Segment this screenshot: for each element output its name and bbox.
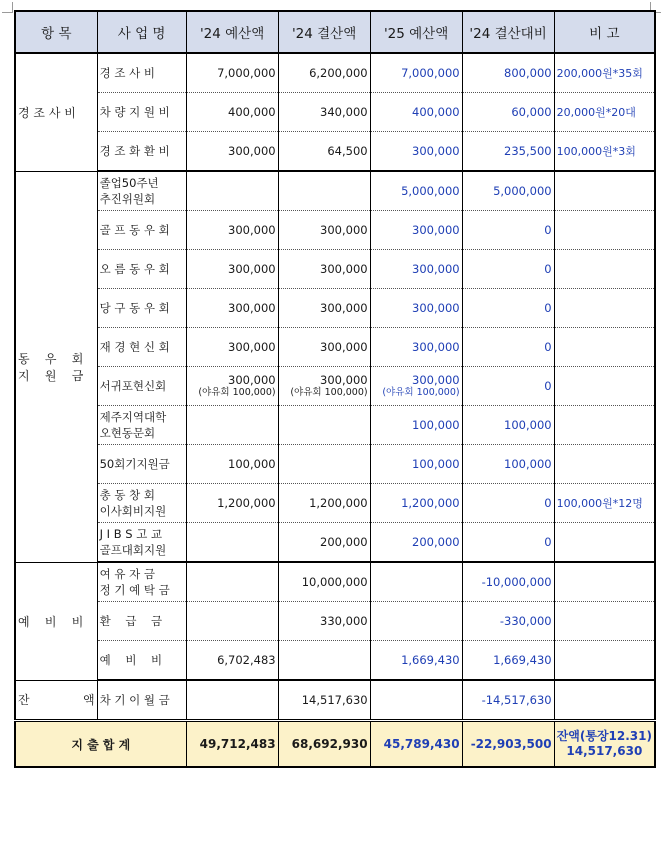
note-cell	[554, 680, 655, 721]
settlement-24-cell	[278, 367, 370, 406]
settlement-24-cell: 64,500	[278, 132, 370, 172]
diff-cell: 0	[462, 328, 554, 367]
total-settlement-24: 68,692,930	[278, 721, 370, 768]
item-line: 졸업50주년	[99, 176, 159, 190]
budget-table	[14, 10, 656, 768]
settlement-24-cell: 6,200,000	[278, 53, 370, 93]
budget-24-cell	[186, 523, 278, 563]
note-cell	[554, 562, 655, 602]
diff-cell: -10,000,000	[462, 562, 554, 602]
total-note-line: 잔액(통장12.31)	[556, 729, 652, 743]
table-row	[15, 367, 655, 406]
item-cell	[97, 562, 186, 602]
settlement-24-cell: 14,517,630	[278, 680, 370, 721]
diff-cell: -14,517,630	[462, 680, 554, 721]
budget-25-cell: 400,000	[370, 93, 462, 132]
amount: 300,000	[320, 373, 368, 387]
table-row	[15, 289, 655, 328]
budget-25-cell	[370, 367, 462, 406]
settlement-24-cell: 300,000	[278, 211, 370, 250]
item-cell	[97, 523, 186, 563]
table-row	[15, 132, 655, 172]
note-cell	[554, 602, 655, 641]
note-cell: 20,000원*20대	[554, 93, 655, 132]
budget-25-cell	[370, 562, 462, 602]
note-cell: 100,000원*3회	[554, 132, 655, 172]
table-row	[15, 602, 655, 641]
item-line: 여 유 자 금	[99, 567, 155, 581]
item-cell: 재 경 현 신 회	[97, 328, 186, 367]
item-cell: 예 비 비	[97, 641, 186, 681]
note-cell	[554, 523, 655, 563]
diff-cell: 0	[462, 289, 554, 328]
table-row	[15, 53, 655, 93]
diff-cell: 0	[462, 250, 554, 289]
item-cell: 경 조 화 환 비	[97, 132, 186, 172]
settlement-24-cell: 300,000	[278, 289, 370, 328]
item-line: 골프대회지원	[99, 543, 167, 557]
category-cell: 경 조 사 비	[15, 53, 97, 171]
item-cell: 오 름 동 우 회	[97, 250, 186, 289]
settlement-24-cell: 10,000,000	[278, 562, 370, 602]
total-diff: -22,903,500	[462, 721, 554, 768]
item-cell	[97, 484, 186, 523]
amount: 300,000	[412, 373, 460, 387]
budget-25-cell: 1,200,000	[370, 484, 462, 523]
note-cell	[554, 641, 655, 681]
item-cell: 50회기지원금	[97, 445, 186, 484]
budget-25-cell: 100,000	[370, 445, 462, 484]
note-cell	[554, 171, 655, 211]
total-budget-24: 49,712,483	[186, 721, 278, 768]
budget-25-cell	[370, 602, 462, 641]
table-row	[15, 406, 655, 445]
budget-24-cell: 1,200,000	[186, 484, 278, 523]
header-budget-25: '25 예산액	[370, 11, 462, 53]
budget-24-cell	[186, 602, 278, 641]
table-row	[15, 171, 655, 211]
item-line: 총 동 창 회	[99, 488, 155, 502]
budget-24-cell	[186, 367, 278, 406]
budget-24-cell: 300,000	[186, 289, 278, 328]
item-cell: 당 구 동 우 회	[97, 289, 186, 328]
budget-25-cell: 300,000	[370, 289, 462, 328]
diff-cell: 0	[462, 484, 554, 523]
total-budget-25: 45,789,430	[370, 721, 462, 768]
diff-cell: 0	[462, 367, 554, 406]
header-settlement-24: '24 결산액	[278, 11, 370, 53]
settlement-24-cell	[278, 171, 370, 211]
budget-25-cell: 200,000	[370, 523, 462, 563]
note-cell	[554, 406, 655, 445]
budget-24-cell: 400,000	[186, 93, 278, 132]
table-row	[15, 641, 655, 681]
item-cell: 차 기 이 월 금	[97, 680, 186, 721]
header-category: 항 목	[15, 11, 97, 53]
note-cell	[554, 328, 655, 367]
item-line: J I B S 고 교	[99, 527, 163, 541]
diff-cell: 0	[462, 523, 554, 563]
budget-25-cell	[370, 680, 462, 721]
item-cell	[97, 406, 186, 445]
note-cell	[554, 250, 655, 289]
header-diff: '24 결산대비	[462, 11, 554, 53]
item-cell: 환 급 금	[97, 602, 186, 641]
settlement-24-cell	[278, 641, 370, 681]
diff-cell: -330,000	[462, 602, 554, 641]
budget-25-cell: 100,000	[370, 406, 462, 445]
budget-25-cell: 7,000,000	[370, 53, 462, 93]
table-row	[15, 445, 655, 484]
header-item: 사 업 명	[97, 11, 186, 53]
item-line: 오현동문회	[99, 426, 156, 440]
budget-25-cell: 300,000	[370, 211, 462, 250]
budget-24-cell	[186, 680, 278, 721]
diff-cell: 0	[462, 211, 554, 250]
table-row	[15, 250, 655, 289]
table-row	[15, 562, 655, 602]
category-cell: 잔 액	[15, 680, 97, 721]
amount: 300,000	[228, 373, 276, 387]
budget-24-cell	[186, 562, 278, 602]
budget-24-cell	[186, 406, 278, 445]
note-cell: 100,000원*12명	[554, 484, 655, 523]
category-cell	[15, 171, 97, 562]
item-line: 이사회비지원	[99, 504, 167, 518]
budget-24-cell: 7,000,000	[186, 53, 278, 93]
diff-cell: 100,000	[462, 406, 554, 445]
amount-detail: (야유회 100,000)	[290, 387, 368, 398]
category-line: 동 우 회	[18, 351, 84, 366]
item-cell	[97, 171, 186, 211]
table-row	[15, 93, 655, 132]
total-label: 지 출 합 계	[15, 721, 186, 768]
table-row	[15, 484, 655, 523]
budget-24-cell: 300,000	[186, 328, 278, 367]
table-row	[15, 680, 655, 721]
header-budget-24: '24 예산액	[186, 11, 278, 53]
diff-cell: 1,669,430	[462, 641, 554, 681]
item-line: 제주지역대학	[99, 410, 167, 424]
settlement-24-cell	[278, 445, 370, 484]
item-cell: 골 프 동 우 회	[97, 211, 186, 250]
budget-24-cell: 6,702,483	[186, 641, 278, 681]
category-line: 지 원 금	[18, 368, 84, 383]
budget-25-cell: 5,000,000	[370, 171, 462, 211]
budget-25-cell: 300,000	[370, 328, 462, 367]
note-cell: 200,000원*35회	[554, 53, 655, 93]
diff-cell: 60,000	[462, 93, 554, 132]
budget-25-cell: 1,669,430	[370, 641, 462, 681]
budget-24-cell: 300,000	[186, 132, 278, 172]
diff-cell: 100,000	[462, 445, 554, 484]
settlement-24-cell: 200,000	[278, 523, 370, 563]
note-cell	[554, 211, 655, 250]
amount-detail: (야유회 100,000)	[382, 387, 460, 398]
settlement-24-cell	[278, 406, 370, 445]
total-row	[15, 721, 655, 768]
diff-cell: 800,000	[462, 53, 554, 93]
corner-mark-top-left	[2, 2, 13, 13]
budget-24-cell: 300,000	[186, 250, 278, 289]
note-cell	[554, 445, 655, 484]
budget-25-cell: 300,000	[370, 132, 462, 172]
settlement-24-cell: 300,000	[278, 250, 370, 289]
item-line: 정 기 예 탁 금	[99, 583, 170, 597]
budget-25-cell: 300,000	[370, 250, 462, 289]
item-line: 추진위원회	[99, 192, 156, 206]
table-row	[15, 328, 655, 367]
category-cell: 예 비 비	[15, 562, 97, 680]
diff-cell: 5,000,000	[462, 171, 554, 211]
table-row	[15, 523, 655, 563]
budget-24-cell: 100,000	[186, 445, 278, 484]
total-note-line: 14,517,630	[566, 744, 643, 758]
note-cell	[554, 367, 655, 406]
settlement-24-cell: 330,000	[278, 602, 370, 641]
settlement-24-cell: 300,000	[278, 328, 370, 367]
budget-24-cell	[186, 171, 278, 211]
settlement-24-cell: 1,200,000	[278, 484, 370, 523]
note-cell	[554, 289, 655, 328]
header-note: 비 고	[554, 11, 655, 53]
item-cell: 차 량 지 원 비	[97, 93, 186, 132]
diff-cell: 235,500	[462, 132, 554, 172]
table-row	[15, 211, 655, 250]
amount-detail: (야유회 100,000)	[198, 387, 276, 398]
header-row	[15, 11, 655, 53]
item-cell: 서귀포현신회	[97, 367, 186, 406]
total-note	[554, 721, 655, 768]
budget-24-cell: 300,000	[186, 211, 278, 250]
settlement-24-cell: 340,000	[278, 93, 370, 132]
item-cell: 경 조 사 비	[97, 53, 186, 93]
